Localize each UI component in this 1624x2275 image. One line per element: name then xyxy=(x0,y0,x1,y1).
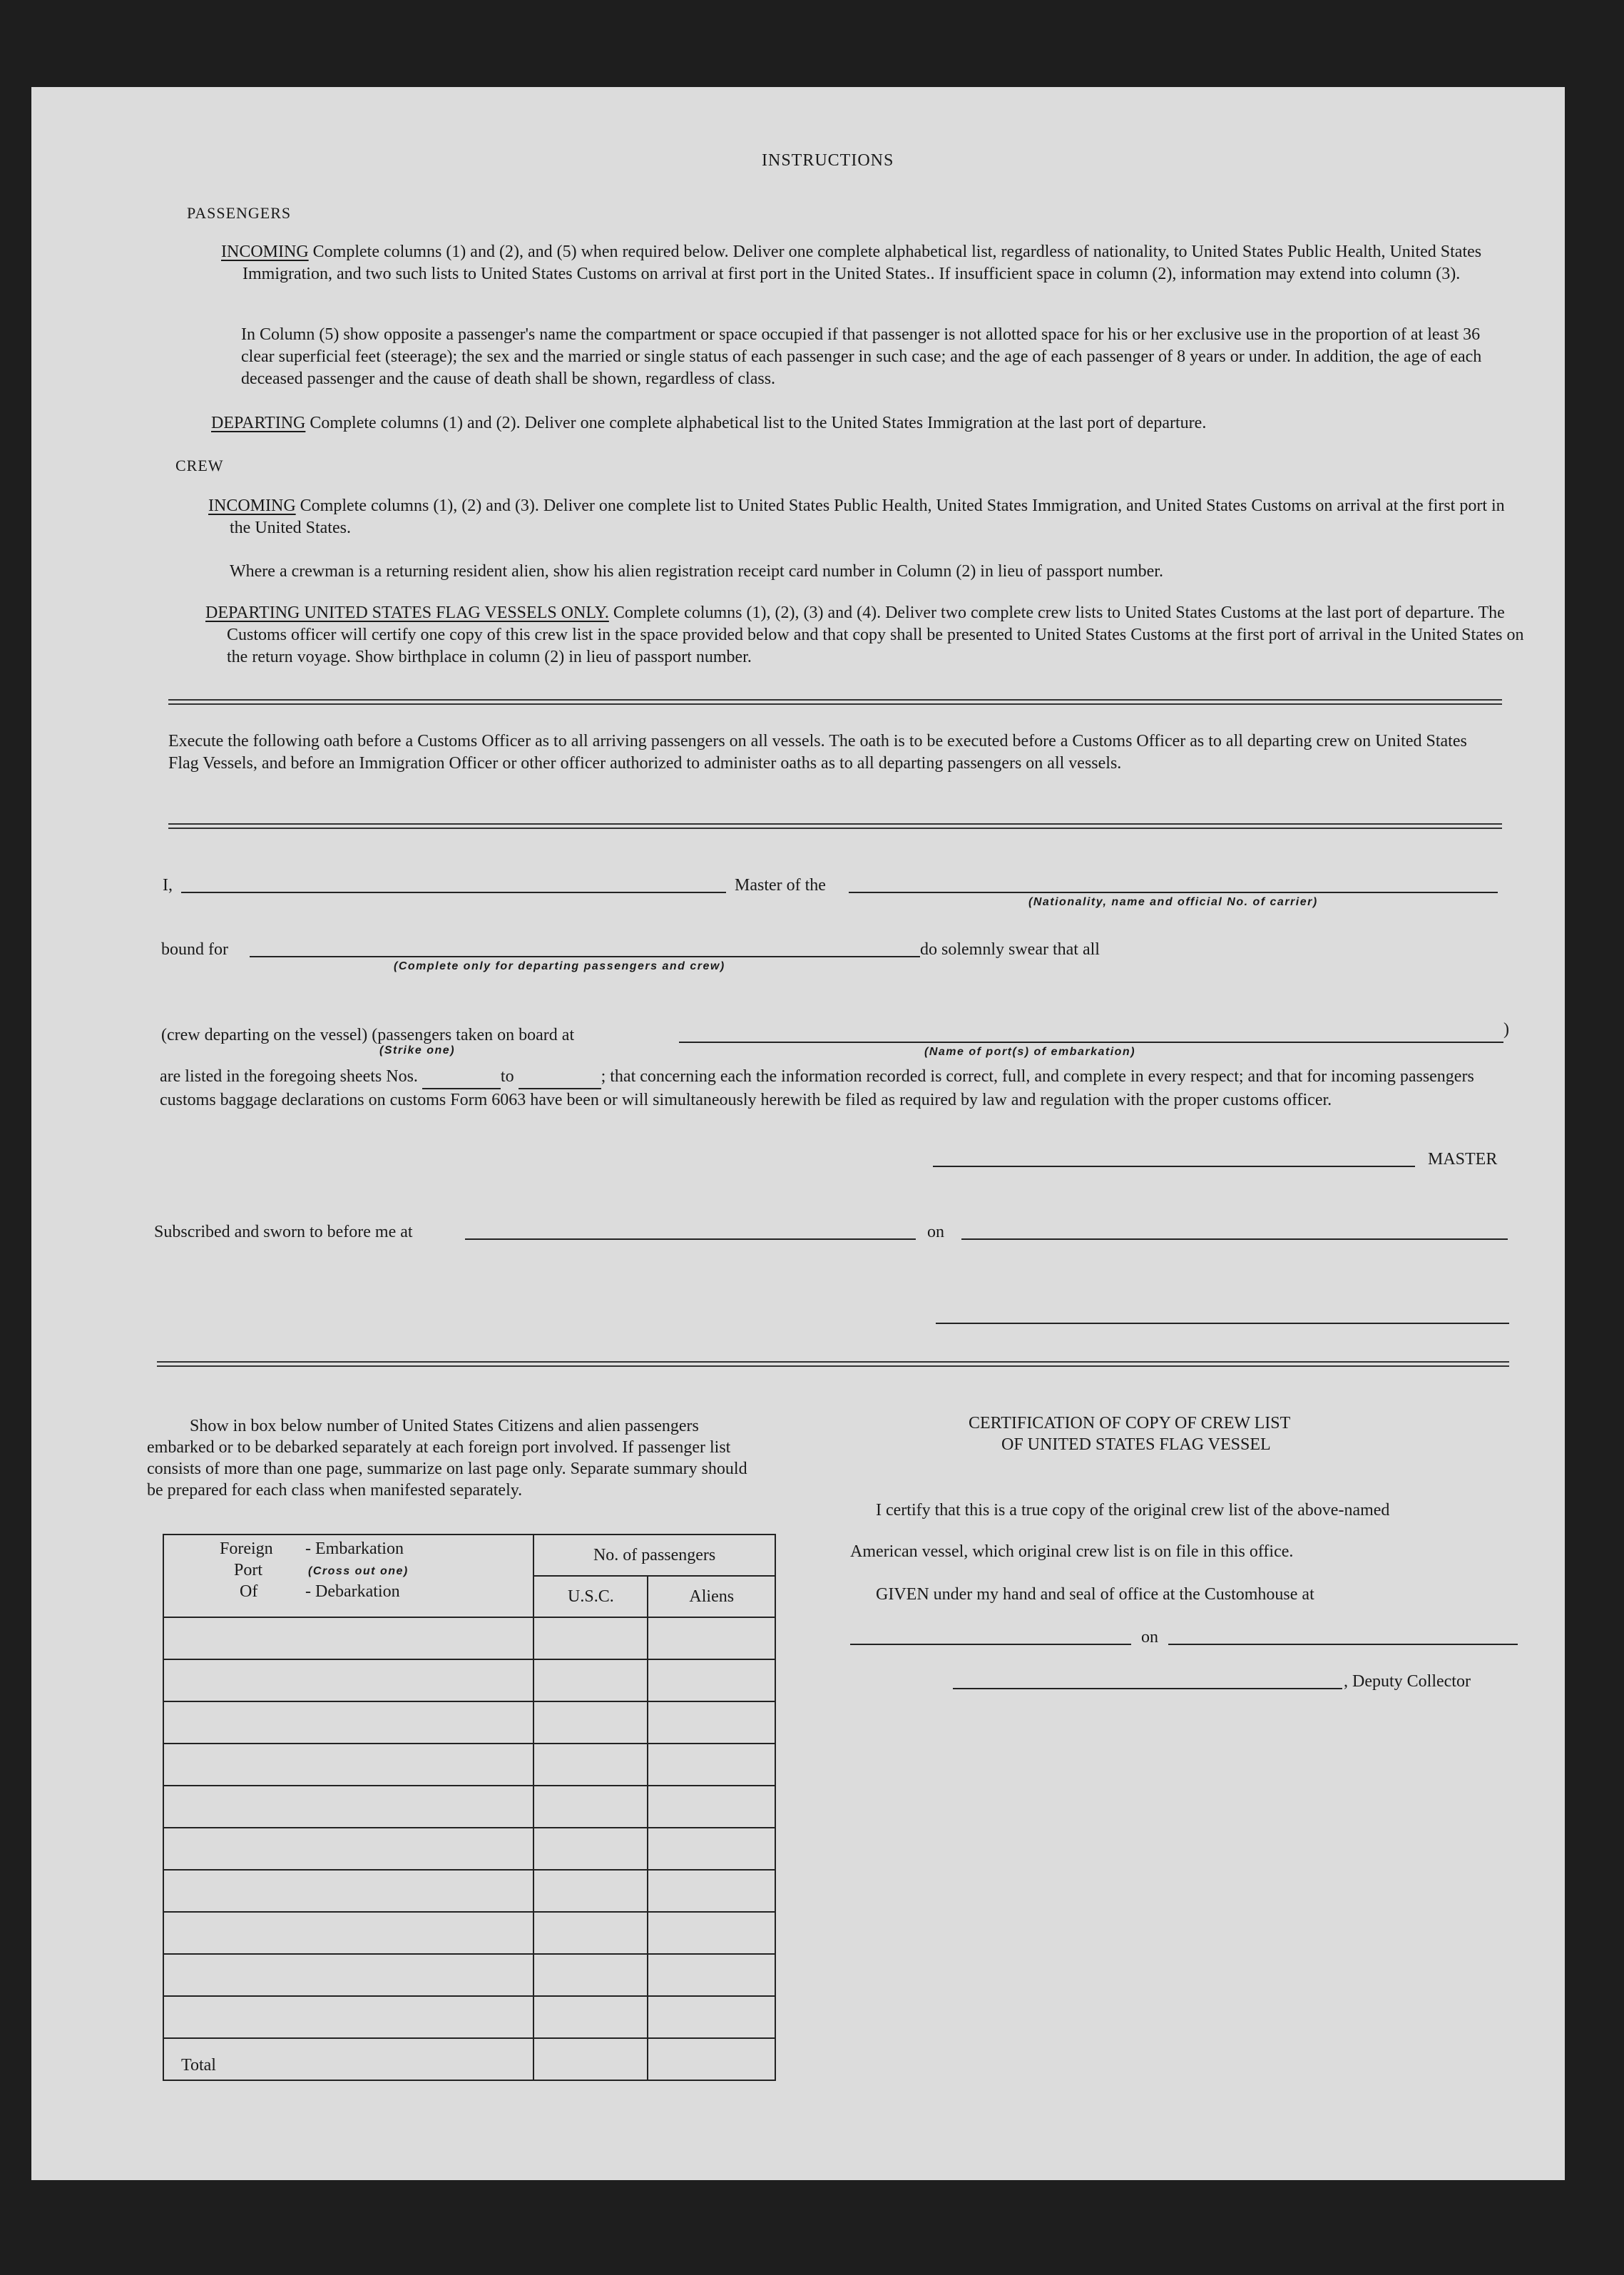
certification-on-label: on xyxy=(1141,1628,1158,1647)
port-header-note: (Cross out one) xyxy=(308,1565,409,1577)
aliens-cell[interactable] xyxy=(648,1954,775,1996)
port-header-of: Of xyxy=(240,1582,258,1601)
table-row xyxy=(163,1659,775,1701)
master-label: MASTER xyxy=(1428,1150,1498,1169)
port-cell[interactable] xyxy=(163,1912,533,1954)
usc-cell[interactable] xyxy=(533,1912,648,1954)
section-divider xyxy=(168,823,1502,829)
total-row xyxy=(163,2038,775,2080)
swear-text: do solemnly swear that all xyxy=(920,940,1100,959)
table-row xyxy=(163,1870,775,1912)
certify-text: I certify that this is a true copy of the original crew list of the above-named xyxy=(876,1501,1390,1520)
usc-cell[interactable] xyxy=(533,1659,648,1701)
port-header-embarkation: - Embarkation xyxy=(305,1539,404,1558)
aliens-header: Aliens xyxy=(648,1576,775,1617)
total-label: Total xyxy=(163,2038,533,2080)
crew-incoming-label: INCOMING xyxy=(208,497,296,515)
passengers-heading: PASSENGERS xyxy=(187,204,292,222)
port-header-debarkation: - Debarkation xyxy=(305,1582,400,1601)
table-row xyxy=(163,1828,775,1870)
usc-cell[interactable] xyxy=(533,1744,648,1786)
carrier-line[interactable] xyxy=(849,892,1498,893)
passengers-incoming-label: INCOMING xyxy=(221,243,309,261)
aliens-cell[interactable] xyxy=(648,1912,775,1954)
crew-departing-paragraph xyxy=(205,602,1532,668)
table-row xyxy=(163,1912,775,1954)
table-row xyxy=(163,1786,775,1828)
master-name-line[interactable] xyxy=(181,892,726,893)
table-row xyxy=(163,1617,775,1659)
vessel-text: American vessel, which original crew list is on file in this office. xyxy=(850,1542,1294,1561)
table-row xyxy=(163,1701,775,1744)
crew-resident-paragraph: Where a crewman is a returning resident alien, show his alien registration receipt card number in Column (2) in lieu of passport number. xyxy=(230,562,1163,581)
table-row xyxy=(163,1954,775,1996)
bound-note: (Complete only for departing passengers and crew) xyxy=(394,960,725,972)
usc-cell[interactable] xyxy=(533,1701,648,1744)
listed-text-2: ; that concerning each the information recorded is correct, full, and complete in every respect; and that for incoming passengers customs baggage declarations on customs Form 6063 have been or will simultaneously herewith be filed as required by law and regulation with the proper customs officer. xyxy=(160,1067,1474,1109)
table-row xyxy=(163,1996,775,2038)
subscribed-label: Subscribed and sworn to before me at xyxy=(154,1223,413,1241)
to-label: to xyxy=(500,1067,514,1086)
aliens-cell[interactable] xyxy=(648,1701,775,1744)
deputy-collector-label: , Deputy Collector xyxy=(1344,1672,1471,1691)
aliens-cell[interactable] xyxy=(648,1996,775,2038)
listed-text-1: are listed in the foregoing sheets Nos. xyxy=(160,1067,418,1086)
summary-instructions: Show in box below number of United States Citizens and alien passengers embarked or to be debarked separately at each foreign port involved. If passenger list consists of more than one page, summarize on last page only. Separate summary should be prepared for each class when manifested separately. xyxy=(147,1417,747,1500)
deputy-signature-line[interactable] xyxy=(953,1688,1342,1689)
crew-incoming-paragraph xyxy=(208,495,1506,539)
usc-cell[interactable] xyxy=(533,1617,648,1659)
port-cell[interactable] xyxy=(163,1701,533,1744)
passengers-count-header: No. of passengers xyxy=(533,1535,775,1576)
sheet-to-field[interactable] xyxy=(519,1066,601,1089)
embarkation-note: (Name of port(s) of embarkation) xyxy=(924,1046,1136,1058)
passengers-column5-paragraph: In Column (5) show opposite a passenger's name the compartment or space occupied if that passenger is not allotted space for his or her exclusive use in the proportion of at least 36 clear superficial feet (steerage); the sex and the married or single status of each passenger in such case; and the age of each passenger of 8 years or under. In addition, the age of each deceased passenger and the cause of death shall be shown, regardless of class. xyxy=(241,325,1482,388)
oath-instructions: Execute the following oath before a Customs Officer as to all arriving passengers on all vessels. The oath is to be executed before a Customs Officer as to all departing crew on United States Flag Vessels, and before an Immigration Officer or other officer authorized to administer oaths as to all departing passengers on all vessels. xyxy=(168,732,1467,773)
strike-note: (Strike one) xyxy=(379,1044,456,1057)
passengers-incoming-text: Complete columns (1) and (2), and (5) when required below. Deliver one complete alphabetical list, regardless of nationality, to United States Public Health, United States Immigration, and two such lists to United States Customs on arrival at first port in the United States.. If insufficient space in column (2), information may extend into column (3). xyxy=(242,243,1482,283)
crew-departing-text: (crew departing on the vessel) (passengers taken on board at xyxy=(161,1026,575,1044)
master-signature-line[interactable] xyxy=(933,1166,1415,1167)
subscribed-on-label: on xyxy=(927,1223,944,1241)
given-text: GIVEN under my hand and seal of office at the Customhouse at xyxy=(876,1585,1314,1604)
port-header-foreign: Foreign xyxy=(220,1539,273,1558)
subscribed-date-line[interactable] xyxy=(961,1238,1508,1240)
customhouse-line[interactable] xyxy=(850,1644,1131,1645)
sheet-from-field[interactable] xyxy=(422,1066,501,1089)
port-header-cell xyxy=(163,1535,533,1617)
usc-header: U.S.C. xyxy=(533,1576,648,1617)
port-cell[interactable] xyxy=(163,1617,533,1659)
crew-incoming-text: Complete columns (1), (2) and (3). Deliver one complete list to United States Public Health, United States Immigration, and United States Customs on arrival at the first port in the United States. xyxy=(230,497,1505,537)
certification-date-line[interactable] xyxy=(1168,1644,1518,1645)
carrier-note: (Nationality, name and official No. of carrier) xyxy=(1028,896,1318,908)
usc-cell[interactable] xyxy=(533,1996,648,2038)
passengers-departing-text: Complete columns (1) and (2). Deliver one complete alphabetical list to the United States Immigration at the last port of departure. xyxy=(305,414,1207,432)
aliens-cell[interactable] xyxy=(648,1870,775,1912)
port-cell[interactable] xyxy=(163,1996,533,2038)
aliens-cell[interactable] xyxy=(648,1828,775,1870)
passengers-departing-label: DEPARTING xyxy=(211,414,306,432)
table-row xyxy=(163,1744,775,1786)
crew-departing-label: DEPARTING UNITED STATES FLAG VESSELS ONLY. xyxy=(205,604,609,622)
officer-signature-line[interactable] xyxy=(936,1323,1509,1324)
subscribed-place-line[interactable] xyxy=(465,1238,916,1240)
port-cell[interactable] xyxy=(163,1954,533,1996)
crew-heading: CREW xyxy=(175,457,224,474)
bound-for-line[interactable] xyxy=(250,956,920,957)
port-cell[interactable] xyxy=(163,1786,533,1828)
port-cell[interactable] xyxy=(163,1828,533,1870)
port-cell[interactable] xyxy=(163,1870,533,1912)
usc-cell[interactable] xyxy=(533,1786,648,1828)
master-of-label: Master of the xyxy=(735,876,826,895)
section-divider xyxy=(168,699,1502,705)
port-cell[interactable] xyxy=(163,1659,533,1701)
crew-departing-text: Complete columns (1), (2), (3) and (4). Deliver two complete crew lists to United States Customs at the last port of departure. The Customs officer will certify one copy of this crew list in the space provided below and that copy shall be presented to United States Customs at the first port of arrival in the United States on the return voyage. Show birthplace in column (2) in lieu of passport number. xyxy=(227,604,1524,666)
usc-total-cell[interactable] xyxy=(533,2038,648,2080)
usc-cell[interactable] xyxy=(533,1870,648,1912)
aliens-cell[interactable] xyxy=(648,1744,775,1786)
listed-paragraph xyxy=(160,1066,1501,1111)
close-paren: ) xyxy=(1503,1020,1509,1039)
page-title: INSTRUCTIONS xyxy=(762,151,894,170)
oath-i-label: I, xyxy=(163,876,173,895)
aliens-cell[interactable] xyxy=(648,1617,775,1659)
bound-for-label: bound for xyxy=(161,940,228,959)
certification-title-line1: CERTIFICATION OF COPY OF CREW LIST xyxy=(969,1414,1291,1432)
embarkation-line[interactable] xyxy=(679,1042,1503,1043)
usc-cell[interactable] xyxy=(533,1828,648,1870)
aliens-cell[interactable] xyxy=(648,1786,775,1828)
certification-title-line2: OF UNITED STATES FLAG VESSEL xyxy=(1001,1435,1271,1454)
ports-summary-table xyxy=(163,1534,776,2081)
passengers-incoming-paragraph xyxy=(221,241,1519,285)
aliens-cell[interactable] xyxy=(648,1659,775,1701)
port-cell[interactable] xyxy=(163,1744,533,1786)
usc-cell[interactable] xyxy=(533,1954,648,1996)
aliens-total-cell[interactable] xyxy=(648,2038,775,2080)
port-header-port: Port xyxy=(234,1561,263,1579)
passengers-departing-paragraph xyxy=(211,412,1516,434)
section-divider xyxy=(157,1361,1509,1367)
